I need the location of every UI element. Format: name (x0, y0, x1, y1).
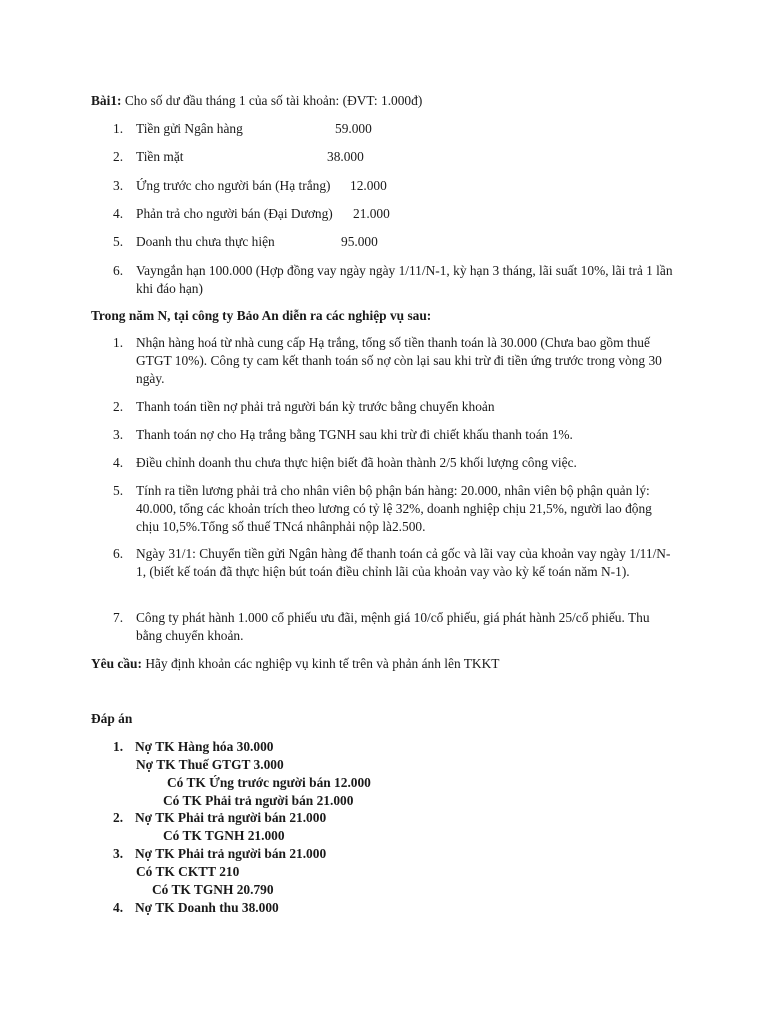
list-number: 2. (113, 399, 124, 414)
answer-1-debit-1 (113, 738, 274, 756)
answer-line: Nợ TK Phải trả người bán 21.000 (135, 846, 327, 861)
list-number: 5. (113, 483, 124, 498)
list-number: 1. (113, 121, 124, 136)
requirement-label: Yêu cầu: (91, 656, 142, 671)
balance-value: 59.000 (335, 121, 372, 136)
list-number: 4. (113, 455, 124, 470)
transaction-text: Điều chỉnh doanh thu chưa thực hiện biết đã hoàn thành 2/5 khối lượng công việc. (136, 455, 577, 470)
transaction-text: Thanh toán tiền nợ phải trả người bán kỳ trước bằng chuyển khoản (136, 399, 495, 414)
answer-number: 1. (113, 739, 124, 754)
transaction-text: Công ty phát hành 1.000 cổ phiếu ưu đãi, mệnh giá 10/cổ phiếu, giá phát hành 25/cổ phiếu. Thu bằng chuyển khoản. (136, 610, 650, 643)
list-number: 2. (113, 149, 124, 164)
transactions-heading: Trong năm N, tại công ty Bảo An diễn ra các nghiệp vụ sau: (91, 308, 432, 323)
answer-number: 4. (113, 900, 124, 915)
balance-value: 95.000 (341, 234, 378, 249)
transaction-text: Thanh toán nợ cho Hạ trắng bằng TGNH sau khi trừ đi chiết khấu thanh toán 1%. (136, 427, 573, 442)
answer-2-credit: Có TK TGNH 21.000 (163, 828, 285, 843)
balance-name: Tiền mặt (136, 149, 184, 164)
exercise-label: Bài1: (91, 93, 122, 108)
exercise-intro (91, 92, 681, 110)
exercise-intro-text: Cho số dư đầu tháng 1 của số tài khoản: (ĐVT: 1.000đ) (121, 93, 423, 108)
list-number: 1. (113, 335, 124, 350)
list-number: 4. (113, 206, 124, 221)
answer-4-debit (113, 899, 279, 917)
balance-name: Phản trả cho người bán (Đại Dương) (136, 206, 333, 221)
answer-line: Nợ TK Doanh thu 38.000 (135, 900, 279, 915)
balance-value: 12.000 (350, 178, 387, 193)
balance-text: Vayngắn hạn 100.000 (Hợp đồng vay ngày ngày 1/11/N-1, kỳ hạn 3 tháng, lãi suất 10%, lãi trả 1 lần khi đáo hạn) (136, 263, 673, 296)
answer-number: 3. (113, 846, 124, 861)
answer-3-debit (113, 845, 326, 863)
list-number: 3. (113, 178, 124, 193)
transaction-text: Ngày 31/1: Chuyển tiền gửi Ngân hàng để thanh toán cả gốc và lãi vay của khoản vay ngày 1/11/N-1, (biết kế toán đã thực hiện bút toán điều chỉnh lãi của khoản vay vào kỳ kế toán năm N-1). (136, 546, 671, 579)
transaction-text: Nhận hàng hoá từ nhà cung cấp Hạ trắng, tổng số tiền thanh toán là 30.000 (Chưa bao gồm thuế GTGT 10%). Công ty cam kết thanh toán số nợ còn lại sau khi trừ đi tiền ứng trước trong vòng 30 ngày. (136, 335, 662, 386)
balance-name: Ứng trước cho người bán (Hạ trắng) (136, 178, 331, 193)
answer-number: 2. (113, 810, 124, 825)
list-number: 3. (113, 427, 124, 442)
balance-value: 38.000 (327, 149, 364, 164)
list-number: 5. (113, 234, 124, 249)
answer-line: Nợ TK Hàng hóa 30.000 (135, 739, 274, 754)
requirement-text: Hãy định khoản các nghiệp vụ kinh tế trên và phản ánh lên TKKT (141, 656, 500, 671)
list-number: 7. (113, 610, 124, 625)
answer-1-credit-1: Có TK Ứng trước người bán 12.000 (167, 775, 371, 790)
answer-2-debit (113, 809, 326, 827)
list-number: 6. (113, 263, 124, 278)
answer-line: Nợ TK Phải trả người bán 21.000 (135, 810, 327, 825)
answer-3-credit-1: Có TK CKTT 210 (136, 864, 240, 879)
answer-1-debit-2: Nợ TK Thuế GTGT 3.000 (136, 757, 284, 772)
answer-1-credit-2: Có TK Phải trả người bán 21.000 (163, 793, 354, 808)
answer-3-credit-2: Có TK TGNH 20.790 (152, 882, 274, 897)
transaction-text: Tính ra tiền lương phải trả cho nhân viên bộ phận bán hàng: 20.000, nhân viên bộ phận quản lý: 40.000, tổng các khoản trích theo lương có tỷ lệ 32%, doanh nghiệp chịu 21,5%, người lao động chịu 10,5%.Tổng số thuế TNcá nhânphải nộp là2.500. (136, 483, 652, 534)
list-number: 6. (113, 546, 124, 561)
balance-name: Tiền gửi Ngân hàng (136, 121, 243, 136)
answer-heading: Đáp án (91, 711, 133, 726)
balance-value: 21.000 (353, 206, 390, 221)
balance-name: Doanh thu chưa thực hiện (136, 234, 275, 249)
requirement (91, 655, 681, 673)
